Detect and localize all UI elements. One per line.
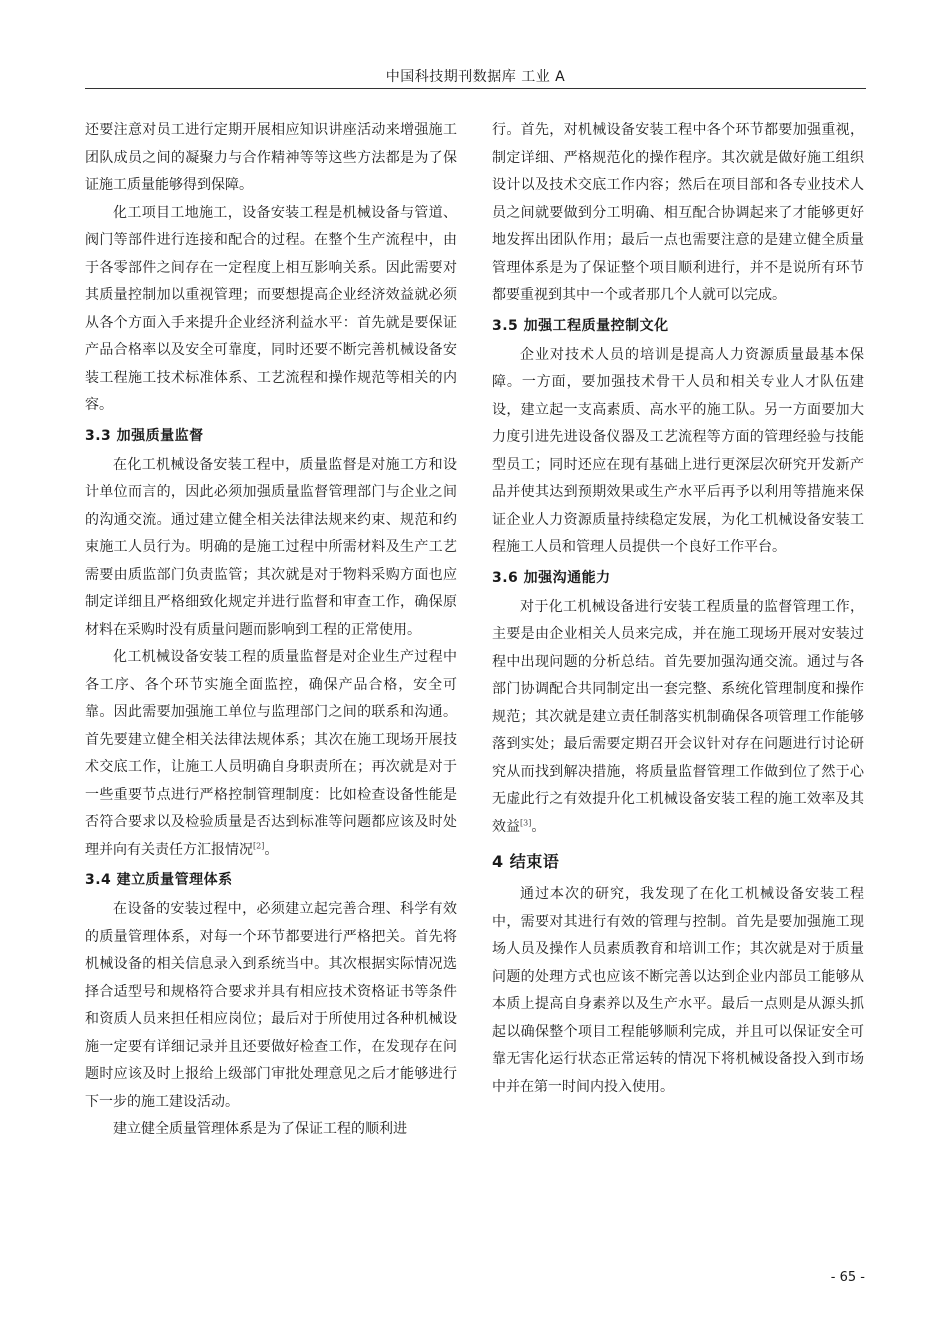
section-3-6-paragraph-1 [492,594,864,842]
section-3-3-paragraph-2-end: 。 [264,841,279,858]
section-3-5-heading: 3.5 加强工程质量控制文化 [492,317,669,334]
paragraph-installation: 化工项目工地施工，设备安装工程是机械设备与管道、阀门等部件进行连接和配合的过程。在整个生产流程中，由于各零部件之间存在一定程度上相互影响关系。因此需要对其质量控制加以重视管理；而要想提高企业经济效益就必须从各个方面入手来提升企业经济利益水平：首先就是要保证产品合格率以及安全可靠度，同时还要不断完善机械设备安装工程施工技术标准体系、工艺流程和操作规范等相关的内容。 [85,204,457,413]
section-3-3-paragraph-1: 在化工机械设备安装工程中，质量监督是对施工方和设计单位而言的，因此必须加强质量监督管理部门与企业之间的沟通交流。通过建立健全相关法律法规来约束、规范和约束施工人员行为。明确的是施工过程中所需材料及生产工艺需要由质监部门负责监管；其次就是对于物料采购方面也应制定详细且严格细致化规定并进行监督和审查工作，确保原材料在采购时没有质量问题而影响到工程的正常使用。 [85,456,457,638]
citation-ref-3: [3] [520,817,532,827]
section-3-6-paragraph-1-end: 。 [531,818,546,835]
left-column [85,117,457,1144]
running-head: 中国科技期刊数据库 工业 A [385,69,566,85]
paragraph-continued-right: 行。首先，对机械设备安装工程中各个环节都要加强重视，制定详细、严格规范化的操作程序。其次就是做好施工组织设计以及技术交底工作内容；然后在项目部和各专业技术人员之间就要做到分工明确、相互配合协调起来了才能够更好地发挥出团队作用；最后一点也需要注意的是建立健全质量管理体系是为了保证整个项目顺利进行，并不是说所有环节都要重视到其中一个或者那几个人就可以完成。 [492,122,864,303]
citation-ref-2: [2] [253,840,265,850]
section-3-3-heading: 3.3 加强质量监督 [85,427,204,444]
section-3-5-paragraph-1: 企业对技术人员的培训是提高人力资源质量最基本保障。一方面，要加强技术骨干人员和相关专业人才队伍建设，建立起一支高素质、高水平的施工队。另一方面要加大力度引进先进设备仪器及工艺流程等方面的管理经验与技能型员工；同时还应在现有基础上进行更深层次研究开发新产品并使其达到预期效果或生产水平后再予以利用等措施来保证企业人力资源质量持续稳定发展，为化工机械设备安装工程施工人员和管理人员提供一个良好工作平台。 [492,346,864,555]
right-column [492,117,864,1101]
section-3-3-paragraph-2-text: 化工机械设备安装工程的质量监督是对企业生产过程中各工序、各个环节实施全面监控，确保产品合格，安全可靠。因此需要加强施工单位与监理部门之间的联系和沟通。首先要建立健全相关法律法规体系；其次在施工现场开展技术交底工作，让施工人员明确自身职责所在；再次就是对于一些重要节点进行严格控制管理制度：比如检查设备性能是否符合要求以及检验质量是否达到标准等问题都应该及时处理并向有关责任方汇报情况 [85,649,457,858]
header-rule [85,88,866,89]
section-3-3-paragraph-2 [85,644,457,864]
section-3-4-paragraph-1: 在设备的安装过程中，必须建立起完善合理、科学有效的质量管理体系，对每一个环节都要进行严格把关。首先将机械设备的相关信息录入到系统当中。其次根据实际情况选择合适型号和规格符合要求并具有相应技术资格证书等条件和资质人员来担任相应岗位；最后对于所使用过各种机械设施一定要有详细记录并且还要做好检查工作，在发现存在问题时应该及时上报给上级部门审批处理意见之后才能够进行下一步的施工建设活动。 [85,901,457,1110]
page-number: - 65 - [830,1270,865,1285]
section-4-heading: 4 结束语 [492,852,560,871]
section-3-6-paragraph-1-text: 对于化工机械设备进行安装工程质量的监督管理工作，主要是由企业相关人员来完成，并在施工现场开展对安装过程中出现问题的分析总结。首先要加强沟通交流。通过与各部门协调配合共同制定出一套完整、系统化管理制度和操作规范；其次就是建立责任制落实机制确保各项管理工作能够落到实处；最后需要定期召开会议针对存在问题进行讨论研究从而找到解决措施，将质量监督管理工作做到位了然于心无虚此行之有效提升化工机械设备安装工程的施工效率及其效益 [492,598,864,835]
section-4-paragraph-1: 通过本次的研究，我发现了在化工机械设备安装工程中，需要对其进行有效的管理与控制。首先是要加强施工现场人员及操作人员素质教育和培训工作；其次就是对于质量问题的处理方式也应该不断完善以达到企业内部员工能够从本质上提高自身素养以及生产水平。最后一点则是从源头抓起以确保整个项目工程能够顺利完成，并且可以保证安全可靠无害化运行状态正常运转的情况下将机械设备投入到市场中并在第一时间内投入使用。 [492,886,864,1095]
section-3-6-heading: 3.6 加强沟通能力 [492,569,611,586]
section-3-4-heading: 3.4 建立质量管理体系 [85,872,233,888]
section-3-4-paragraph-2: 建立健全质量管理体系是为了保证工程的顺利进 [113,1121,407,1137]
paragraph-continued: 还要注意对员工进行定期开展相应知识讲座活动来增强施工团队成员之间的凝聚力与合作精神等等这些方法都是为了保证施工质量能够得到保障。 [85,122,457,193]
